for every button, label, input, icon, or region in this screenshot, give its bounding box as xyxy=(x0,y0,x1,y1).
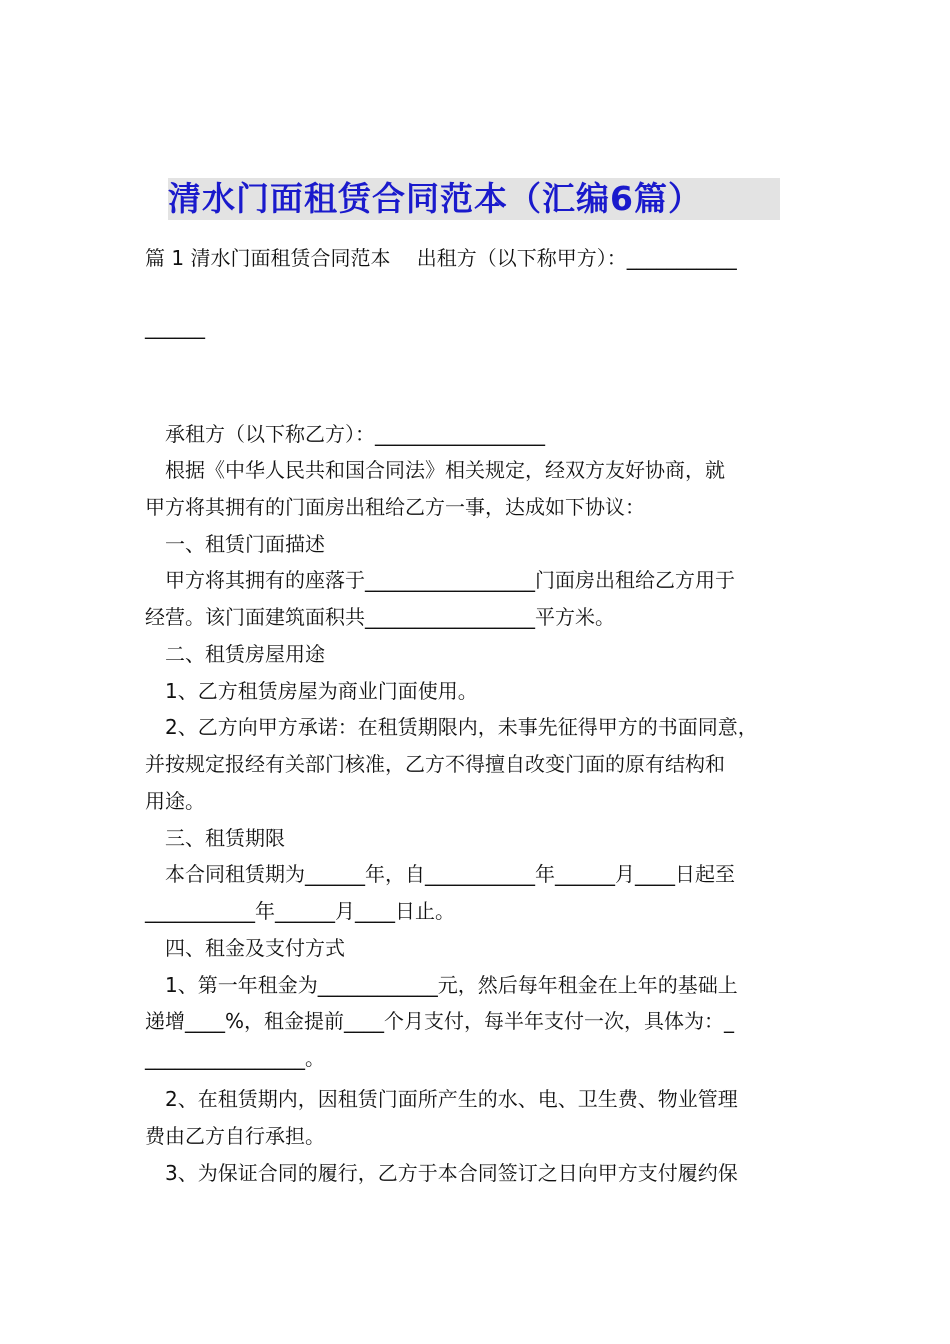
text-line: ________________。 xyxy=(145,1046,325,1070)
text-line: 本合同租赁期为______年，自___________年______月____日起至 xyxy=(165,862,735,886)
section-heading: 一、租赁门面描述 xyxy=(165,532,325,556)
document-title: 清水门面租赁合同范本（汇编6篇） xyxy=(168,179,702,218)
text-line: 用途。 xyxy=(145,789,205,813)
text-line: 1、第一年租金为____________元，然后每年租金在上年的基础上 xyxy=(165,973,738,997)
text-line: ______ xyxy=(145,315,205,339)
section-heading: 四、租金及支付方式 xyxy=(165,936,345,960)
text-line: ___________年______月____日止。 xyxy=(145,899,455,923)
text-line: 承租方（以下称乙方）：_________________ xyxy=(165,422,545,446)
text-line: 2、在租赁期内，因租赁门面所产生的水、电、卫生费、物业管理 xyxy=(165,1087,738,1111)
text-line: 递增____%，租金提前____个月支付，每半年支付一次，具体为：_ xyxy=(145,1009,735,1033)
text-line: 费由乙方自行承担。 xyxy=(145,1124,325,1148)
section-heading: 三、租赁期限 xyxy=(165,826,285,850)
text-line: 篇 1 清水门面租赁合同范本 出租方（以下称甲方）：___________ xyxy=(145,246,737,270)
text-line: 甲方将其拥有的座落于_________________门面房出租给乙方用于 xyxy=(165,568,735,592)
text-line: 3、为保证合同的履行，乙方于本合同签订之日向甲方支付履约保 xyxy=(165,1161,738,1185)
section-heading: 二、租赁房屋用途 xyxy=(165,642,325,666)
text-line: 甲方将其拥有的门面房出租给乙方一事，达成如下协议： xyxy=(145,495,645,519)
text-line: 根据《中华人民共和国合同法》相关规定，经双方友好协商，就 xyxy=(165,458,725,482)
text-line: 2、乙方向甲方承诺：在租赁期限内，未事先征得甲方的书面同意， xyxy=(165,715,758,739)
text-line: 1、乙方租赁房屋为商业门面使用。 xyxy=(165,679,478,703)
text-line: 经营。该门面建筑面积共_________________平方米。 xyxy=(145,605,615,629)
text-line: 并按规定报经有关部门核准，乙方不得擅自改变门面的原有结构和 xyxy=(145,752,725,776)
